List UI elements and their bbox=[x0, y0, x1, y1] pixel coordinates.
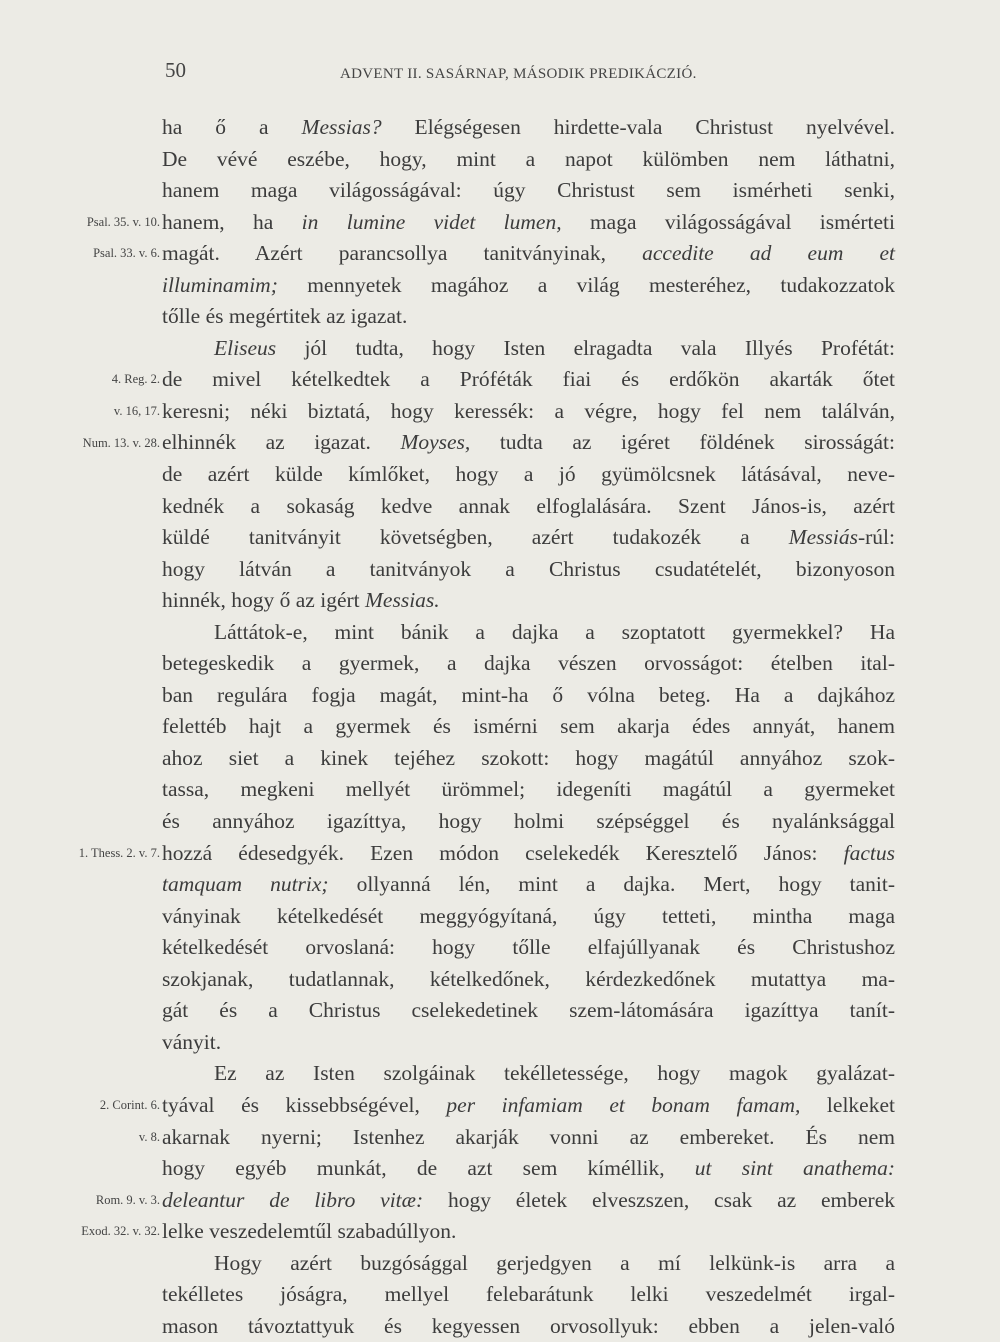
text-line: gát és a Christus cselekedetinek szem-látomására igazíttya tanít- bbox=[162, 998, 895, 1023]
text-line: de azért külde kímlőket, hogy a jó gyümölcsnek látásával, neve- bbox=[162, 462, 895, 487]
text-line: ványit. bbox=[162, 1029, 222, 1054]
text-line: elhinnék az igazat. Moyses, tudta az igéret földének sirosságát: bbox=[162, 430, 895, 455]
text-line: Hogy azért buzgósággal gerjedgyen a mí lelkünk-is arra a bbox=[214, 1250, 895, 1275]
text-line: Ez az Isten szolgáinak tekélletessége, hogy magok gyalázat- bbox=[214, 1061, 895, 1086]
text-line: mason távoztattyuk és kegyessen orvosollyuk: ebben a jelen-való bbox=[162, 1313, 895, 1338]
text-line: de mivel kételkedtek a Próféták fiai és erdőkön akarták őtet bbox=[162, 367, 895, 392]
text-line: hanem, ha in lumine videt lumen, maga világosságával ismérteti bbox=[162, 209, 895, 234]
text-line: kednék a sokaság kedve annak elfoglalására. Szent János-is, azért bbox=[162, 493, 895, 518]
margin-note: Rom. 9. v. 3. bbox=[95, 1192, 160, 1207]
text-line: tőlle és megértitek az igazat. bbox=[162, 304, 408, 329]
text-line: kételkedését orvoslaná: hogy tőlle elfajúllyanak és Christushoz bbox=[162, 935, 895, 960]
page-number: 50 bbox=[165, 58, 186, 82]
text-line: De vévé eszébe, hogy, mint a napot külömben nem láthatni, bbox=[162, 146, 895, 171]
text-line: küldé tanitványit követségben, azért tudakozék a Messiás-rúl: bbox=[162, 525, 895, 550]
text-line: felettéb hajt a gyermek és ismérni sem akarja édes annyát, hanem bbox=[162, 714, 895, 739]
text-line: deleantur de libro vitæ: hogy életek elveszszen, csak az emberek bbox=[162, 1187, 895, 1212]
text-line: ban regulára fogja magát, mint-ha ő vólna beteg. Ha a dajkához bbox=[162, 682, 895, 707]
margin-note: Exod. 32. v. 32. bbox=[81, 1224, 160, 1239]
margin-note: v. 16, 17. bbox=[113, 403, 160, 418]
text-line: betegeskedik a gyermek, a dajka vészen orvosságot: ételben ital- bbox=[162, 651, 895, 676]
text-line: illuminamim; mennyetek magához a világ mesteréhez, tudakozzatok bbox=[162, 272, 895, 297]
body-text bbox=[162, 112, 895, 1342]
text-line: keresni; néki biztatá, hogy keressék: a végre, hogy fel nem találván, bbox=[162, 398, 895, 423]
margin-note: 2. Corint. 6. bbox=[99, 1098, 160, 1113]
text-line: ványinak kételkedését meggyógyítaná, úgy tetteti, mintha maga bbox=[162, 903, 895, 928]
text-line: ahoz siet a kinek tejéhez szokott: hogy magátúl annyához szok- bbox=[162, 745, 895, 770]
text-line: tamquam nutrix; ollyanná lén, mint a dajka. Mert, hogy tanit- bbox=[162, 872, 895, 897]
text-line: hinnék, hogy ő az igért Messias. bbox=[162, 588, 440, 613]
text-line: tekélletes jóságra, mellyel felebarátunk lelki veszedelmét irgal- bbox=[162, 1282, 895, 1307]
text-line: magát. Azért parancsollya tanitványinak, accedite ad eum et bbox=[162, 241, 896, 266]
text-line: akarnak nyerni; Istenhez akarják vonni az embereket. És nem bbox=[162, 1124, 895, 1149]
text-line: hogy egyéb munkát, de azt sem kíméllik, ut sint anathema: bbox=[162, 1156, 895, 1181]
text-line: szokjanak, tudatlannak, kételkedőnek, kérdezkedőnek mutattya ma- bbox=[162, 966, 895, 991]
margin-note: Psal. 33. v. 6. bbox=[93, 246, 160, 261]
text-line: hanem maga világosságával: úgy Christust sem ismérheti senki, bbox=[162, 178, 895, 203]
text-line: lelke veszedelemtűl szabadúllyon. bbox=[162, 1219, 457, 1244]
text-line: hozzá édesedgyék. Ezen módon cselekedék Keresztelő János: factus bbox=[162, 840, 895, 865]
margin-note: Num. 13. v. 28. bbox=[82, 435, 160, 450]
text-line: hogy látván a tanitványok a Christus csudatételét, bizonyoson bbox=[162, 556, 895, 581]
margin-note: Psal. 35. v. 10. bbox=[86, 214, 160, 229]
margin-note: v. 8. bbox=[138, 1129, 160, 1144]
text-line: tyával és kissebbségével, per infamiam et bonam famam, lelkeket bbox=[162, 1092, 895, 1117]
margin-note: 1. Thess. 2. v. 7. bbox=[78, 845, 160, 860]
text-line: ha ő a Messias? Elégségesen hirdette-vala Christust nyelvével. bbox=[162, 115, 896, 139]
margin-note: 4. Reg. 2. bbox=[111, 372, 160, 387]
text-line: Eliseus jól tudta, hogy Isten elragadta vala Illyés Profétát: bbox=[214, 335, 895, 360]
text-line: és annyához igazíttya, hogy holmi szépséggel és nyalánksággal bbox=[162, 809, 895, 834]
page-header bbox=[0, 58, 1000, 88]
running-head: ADVENT II. SASÁRNAP, MÁSODIK PREDIKÁCZIÓ. bbox=[340, 66, 697, 82]
text-line: tassa, megkeni mellyét ürömmel; idegeníti magátúl a gyermeket bbox=[162, 777, 895, 802]
text-line: Láttátok-e, mint bánik a dajka a szoptatott gyermekkel? Ha bbox=[214, 619, 895, 644]
